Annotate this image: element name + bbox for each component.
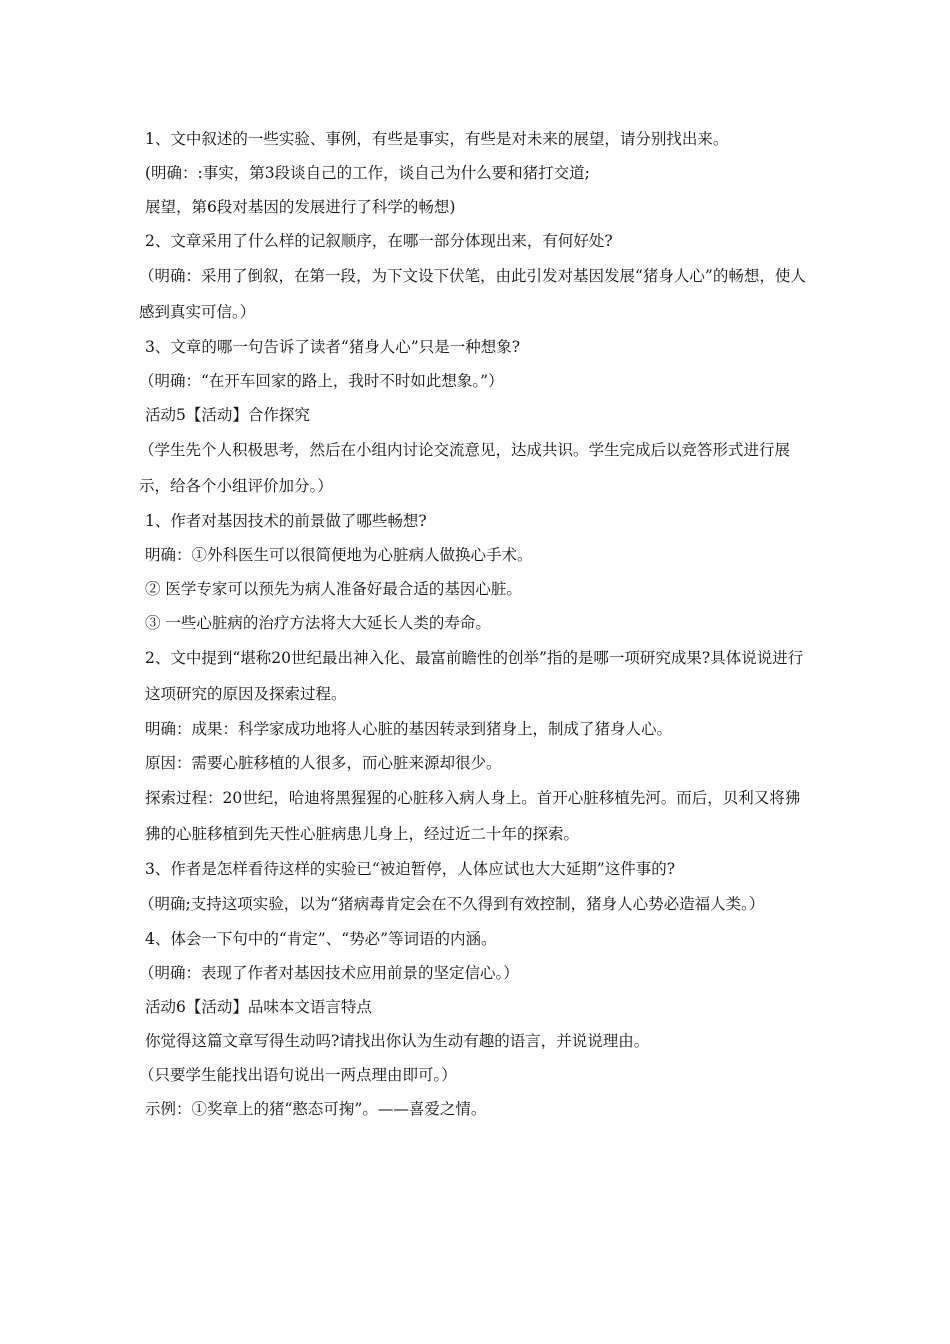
question-1: 1、文中叙述的一些实验、事例，有些是事实，有些是对未来的展望，请分别找出来。 bbox=[145, 130, 729, 148]
activity-6-note: （只要学生能找出语句说出一两点理由即可。） bbox=[139, 1066, 457, 1084]
activity-5-instructions: （学生先个人积极思考，然后在小组内讨论交流意见，达成共识。学生完成后以竞答形式进行展示，给各个小组评价加分。） bbox=[139, 441, 791, 495]
activity-5-question-1: 1、作者对基因技术的前景做了哪些畅想? bbox=[145, 512, 427, 530]
question-3: 3、文章的哪一句告诉了读者“猪身人心”只是一种想象? bbox=[145, 338, 521, 356]
answer-2: （明确：采用了倒叙，在第一段，为下文设下伏笔，由此引发对基因发展“猪身人心”的畅想，使人感到真实可信。） bbox=[139, 267, 806, 321]
activity-5-answer-2-reason: 原因：需要心脏移植的人很多，而心脏来源却很少。 bbox=[145, 754, 502, 772]
question-2: 2、文章采用了什么样的记叙顺序，在哪一部分体现出来，有何好处? bbox=[145, 232, 613, 250]
activity-5-answer-1-item-3: ③ 一些心脏病的治疗方法将大大延长人类的寿命。 bbox=[145, 614, 491, 632]
activity-5-answer-2-process: 探索过程：20世纪，哈迪将黑猩猩的心脏移入病人身上。首开心脏移植先河。而后，贝利又将狒狒的心脏移植到先天性心脏病患儿身上，经过近二十年的探索。 bbox=[145, 789, 801, 843]
activity-5-question-3: 3、作者是怎样看待这样的实验已“被迫暂停，人体应试也大大延期”这件事的? bbox=[145, 860, 676, 878]
answer-3: （明确：“在开车回家的路上，我时不时如此想象。”） bbox=[139, 372, 504, 390]
activity-5-answer-1-item-1: 明确：①外科医生可以很简便地为心脏病人做换心手术。 bbox=[145, 546, 533, 564]
activity-5-question-4: 4、体会一下句中的“肯定”、“势必”等词语的内涵。 bbox=[145, 930, 497, 948]
activity-5-answer-4: （明确：表现了作者对基因技术应用前景的坚定信心。） bbox=[139, 964, 519, 982]
activity-6-heading: 活动6【活动】品味本文语言特点 bbox=[145, 998, 372, 1016]
activity-6-question: 你觉得这篇文章写得生动吗?请找出你认为生动有趣的语言，并说说理由。 bbox=[145, 1032, 650, 1050]
activity-5-heading: 活动5【活动】合作探究 bbox=[145, 406, 310, 424]
answer-1-fact: (明确：:事实，第3段谈自己的工作，谈自己为什么要和猪打交道; bbox=[145, 164, 590, 182]
activity-5-answer-2-result: 明确：成果：科学家成功地将人心脏的基因转录到猪身上，制成了猪身人心。 bbox=[145, 720, 673, 738]
activity-5-answer-1-item-2: ② 医学专家可以预先为病人准备好最合适的基因心脏。 bbox=[145, 580, 522, 598]
activity-5-answer-3: （明确;支持这项实验，以为“猪病毒肯定会在不久得到有效控制，猪身人心势必造福人类。） bbox=[139, 895, 765, 913]
document-body bbox=[139, 122, 815, 1126]
answer-1-outlook: 展望，第6段对基因的发展进行了科学的畅想) bbox=[145, 198, 456, 216]
activity-5-question-2: 2、文中提到“堪称20世纪最出神入化、最富前瞻性的创举”指的是哪一项研究成果?具体说说进行这项研究的原因及探索过程。 bbox=[145, 649, 804, 703]
activity-6-example-1: 示例：①奖章上的猪“憨态可掬”。——喜爱之情。 bbox=[145, 1100, 487, 1118]
